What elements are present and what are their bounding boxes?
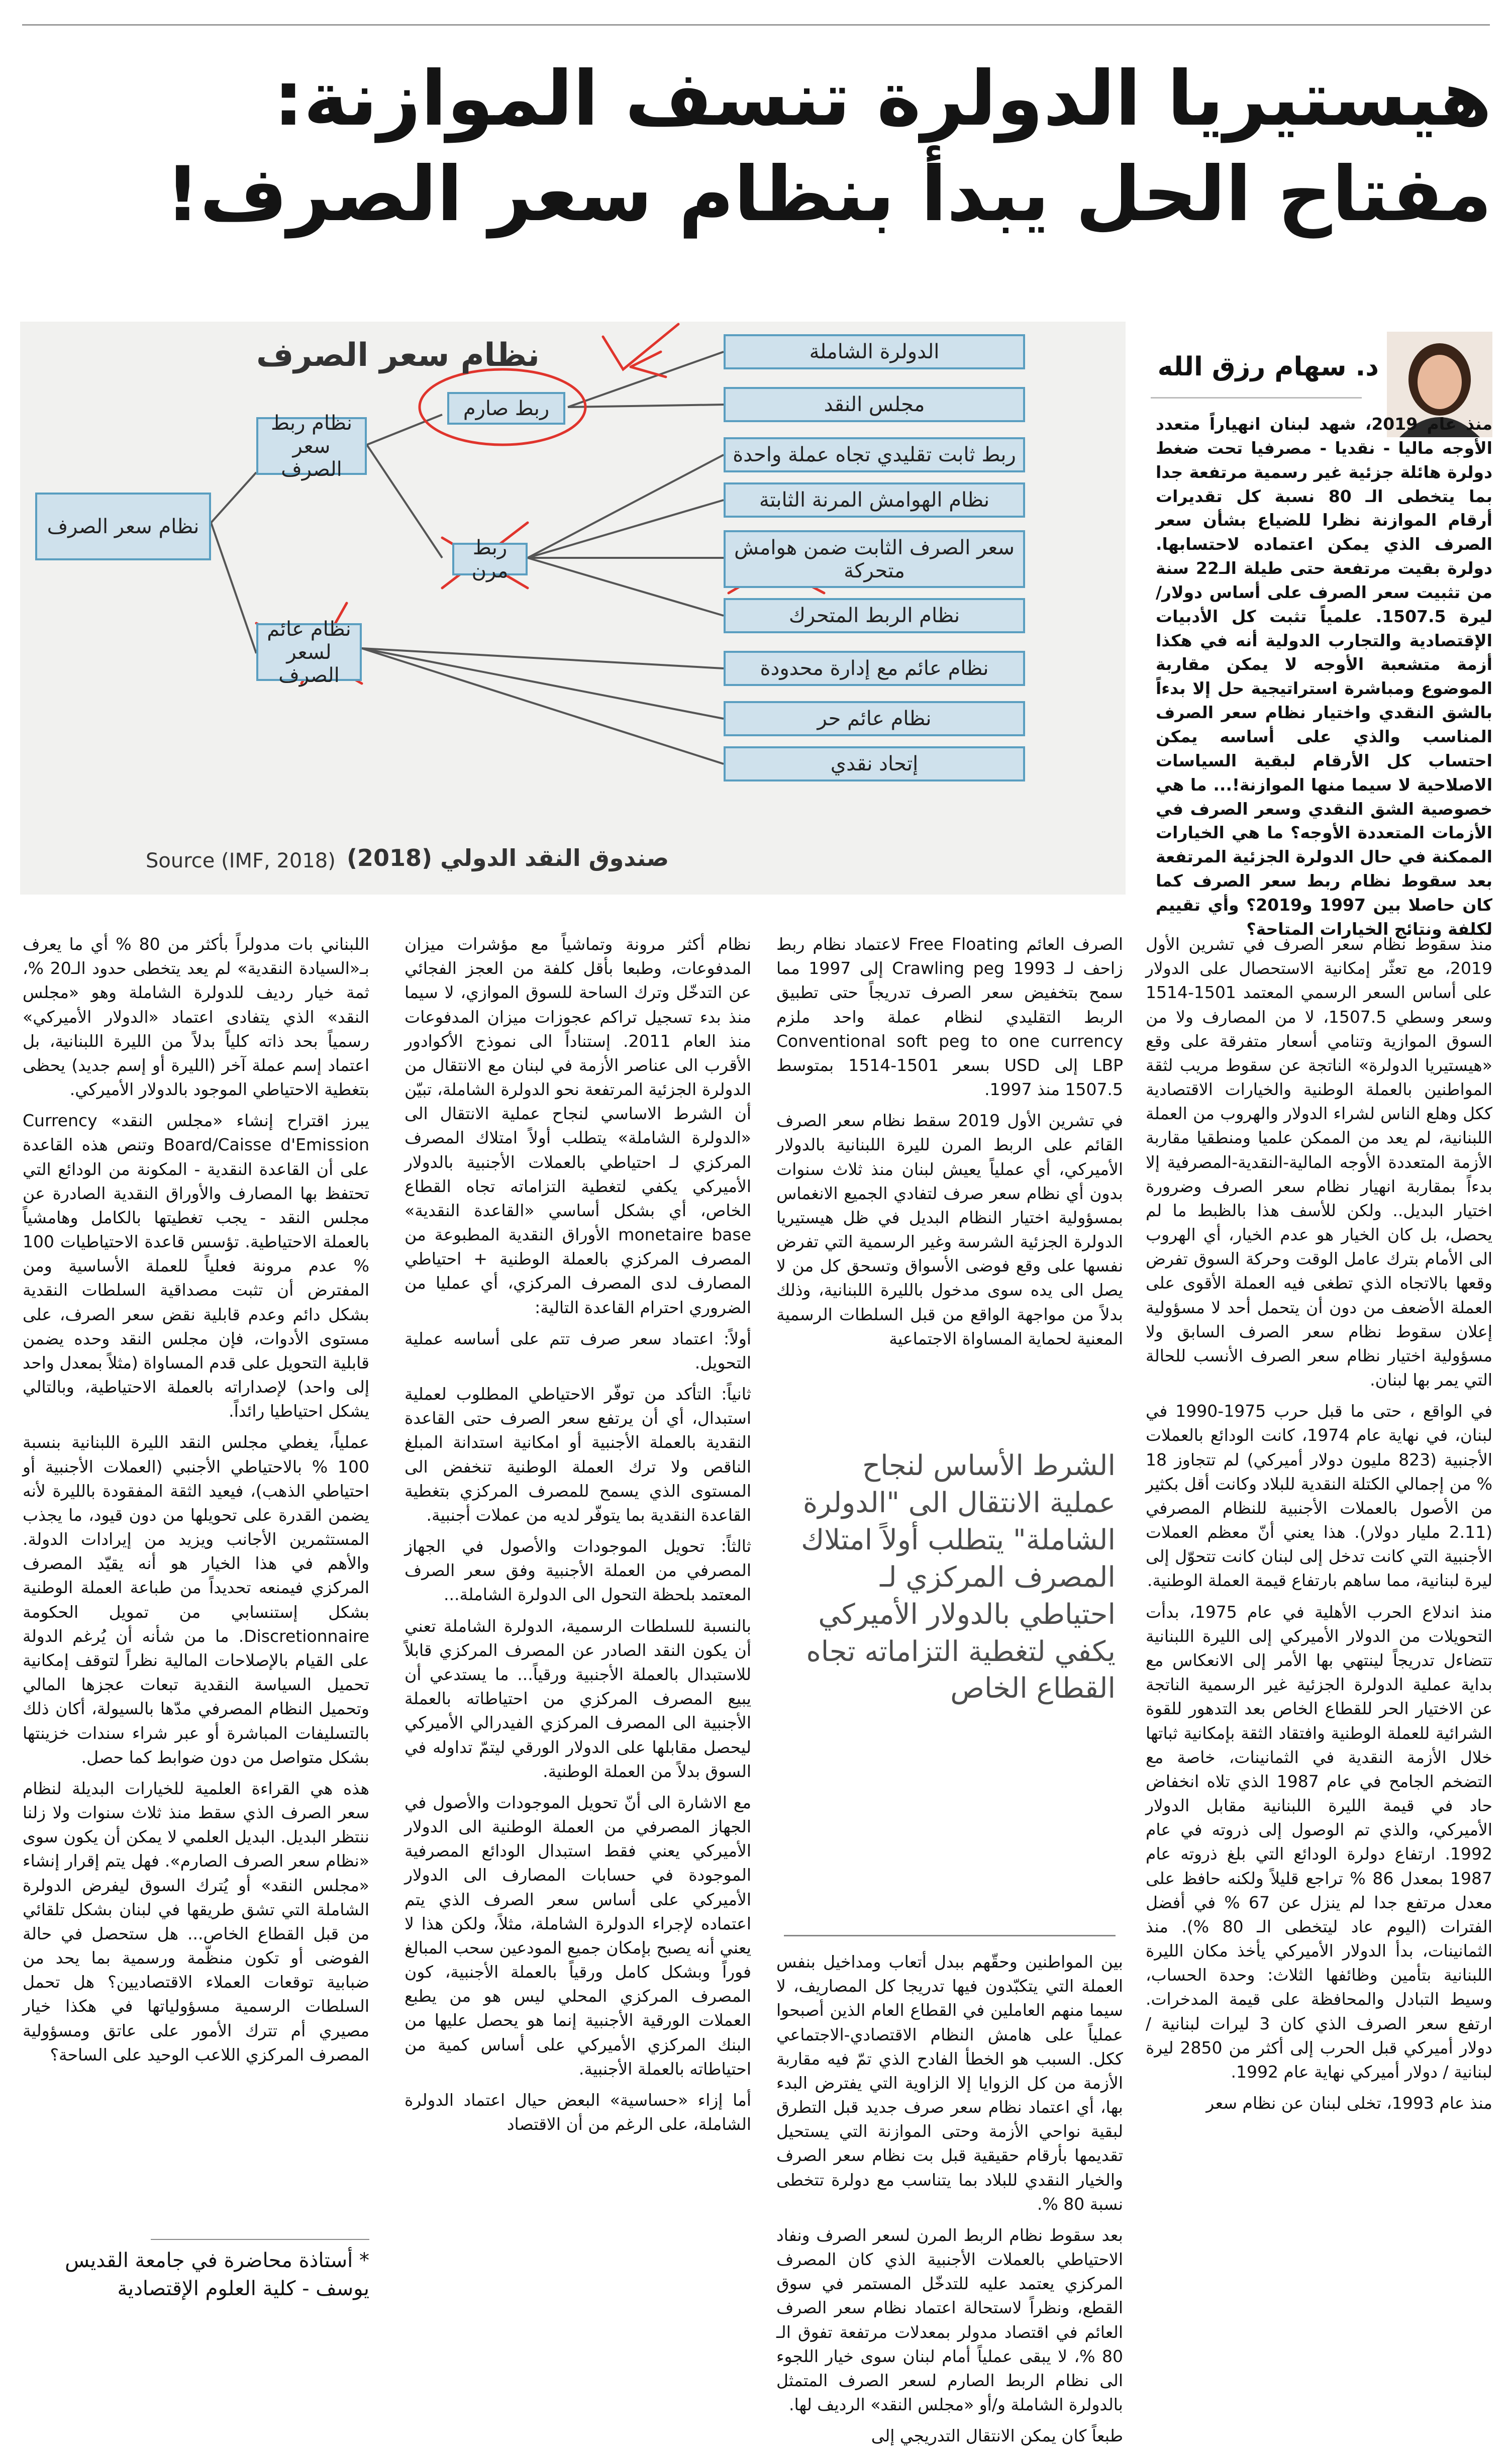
- paragraph: بعد سقوط نظام الربط المرن لسعر الصرف ونفاد الاحتياطي بالعملات الأجنبية الذي كان المصرف المركزي يعتمد عليه للتدخّل المستمر في سوق القطع، ونظراً لاستحالة اعتماد نظام سعر الصرف العائم في اقتصاد مدولر بمعدلات مرتفعة تفوق الـ 80 %، لا يبقى عملياً أمام لبنان سوى خيار اللجوء الى نظام الربط الصارم لسعر الصرف المتمثل بالدولرة الشاملة و/أو «مجلس النقد» الرديف لها.: [776, 2225, 1123, 2415]
- paragraph: طبعاً كان يمكن الانتقال التدريجي إلى: [871, 2426, 1123, 2446]
- node-float-regime: نظام عائم لسعر الصرف: [256, 623, 362, 681]
- node-hard-peg: ربط صارم: [447, 392, 565, 425]
- paragraph: نظام أكثر مرونة وتماشياً مع مؤشرات ميزان المدفوعات، وطبعا بأقل كلفة من العجز الفجائي عن التدخّل وترك الساحة للسوق الموازي، لا سيما منذ بدء تسجيل تراكم عجوزات ميزان المدفوعات منذ العام 2011. إستناداً الى نموذج الأكوادور الأقرب الى عناصر الأزمة في لبنان مع الانتقال من الدولرة الجزئية المرتفعة نحو الدولرة الشاملة، تبيّن أن الشرط الاساسي لنجاح عملية الانتقال الى «الدولرة الشاملة» يتطلب أولاً امتلاك المصرف المركزي لـ احتياطي بالعملات الأجنبية بالدولار الأميركي يكفي لتغطية التزاماته تجاه القطاع الخاص، أي بشكل أساسي «القاعدة النقدية» monetaire base الأوراق النقدية المطبوعة من المصرف المركزي بالعملة الوطنية + احتياطي المصارف لدى المصرف المركزي، أي عمليا من الضروري احترام القاعدة التالية:: [405, 934, 751, 1317]
- top-rule: [22, 24, 1490, 26]
- paragraph: منذ سقوط نظام سعر الصرف في تشرين الأول 2019، مع تعثّر إمكانية الاستحصال على الدولار على أساس السعر الرسمي المعتمد 1501-1514 وسعر وسطي 1507.5، لا من المصارف ولا من السوق الموازية وتنامي أسعار متفرقة على وقع «هيستيريا الدولرة» الناتجة عن سقوط مريب لثقة المواطنين بالعملة الوطنية والخيارات الاقتصادية ككل وهلع الناس لشراء الدولار والهروب من العملة اللبنانية، لم يعد من الممكن علميا ومنطقيا مقاربة الأزمة المتعددة الأوجه المالية-النقدية-المصرفية إلا بدءاً بمقاربة انهيار نظام سعر الصرف وضرورة اختيار البديل.. ولكن للأسف هذا بالظبط ما لم يحصل، بل كان الخيار هو عدم الخيار، أي الهروب الى الأمام بترك عامل الوقت وحركة السوق تفرض وقعها بالاتجاه الذي تطغى فيه العملة الأقوى على العملة الأضعف من دون أن يتحمل أحد لا مسؤولية إعلان سقوط نظام سعر الصرف السابق ولا مسؤولية اختيار نظام سعر الصرف الأنسب للحالة التي يمر بها لبنان.: [1146, 934, 1492, 1390]
- author-rule: [1151, 397, 1362, 399]
- node-root: نظام سعر الصرف: [35, 493, 211, 560]
- leaf-3: ربط ثابت تقليدي تجاه عملة واحدة: [724, 437, 1025, 472]
- author-footnote: * أستاذة محاضرة في جامعة القديس يوسف - كلية العلوم الإقتصادية: [65, 2249, 369, 2300]
- pull-quote-rule: [784, 1935, 1116, 1936]
- connector-hard-leaf2: [568, 405, 724, 407]
- connector-root-fixed: [211, 472, 256, 523]
- author-name: د. سهام رزق الله: [1157, 352, 1379, 382]
- paragraph: أما إزاء «حساسية» البعض حيال اعتماد الدولرة الشاملة، على الرغم من أن الاقتصاد: [405, 2090, 751, 2134]
- leaf-2: مجلس النقد: [724, 387, 1025, 422]
- paragraph: الصرف العائم Free Floating لاعتماد نظام ربط زاحف لـ Crawling peg 1993 إلى 1997 مما سمح بتخفيض سعر الصرف تدريجاً حتى تطبيق الربط التقليدي لنظام عملة واحد ملزم Conventional soft peg to one currency LBP إلى USD بسعر 1501-1514 بمتوسط 1507.5 منذ 1997.: [776, 934, 1123, 1100]
- paragraph: عملياً، يغطي مجلس النقد الليرة اللبنانية بنسبة 100 % بالاحتياطي الأجنبي (العملات الأجنبية أو احتياطي الذهب)، فيعيد الثقة المفقودة بالليرة لأنه يضمن القدرة على تحويلها من دون قيود، ما يجذب المستثمرين الأجانب ويزيد من إيرادات الدولة. والأهم في هذا الخيار هو أنه يقيّد المصرف المركزي فيمنعه تحديداً من طباعة العملة الوطنية بشكل إستنسابي من تمويل الحكومة Discretionnaire. ما من شأنه أن يُرغم الدولة على القيام بالإصلاحات المالية نظراً لتوقف إمكانية تحميل السياسة النقدية تبعات عجزها المالي وتحميل النظام المصرفي مدّها بالسيولة، أكان ذلك بالتسليفات المباشرة أو عبر شراء سندات خزينتها بشكل متواصل من دون ضوابط كما حصل.: [23, 1432, 369, 1767]
- leaf-5: سعر الصرف الثابت ضمن هوامش متحركة: [724, 530, 1025, 588]
- figure-title: نظام سعر الصرف: [256, 337, 540, 374]
- intro-paragraph: منذ عام 2019، شهد لبنان انهياراً متعدد الأوجه ماليا - نقديا - مصرفيا تحت ضغط دولرة هائلة جزئية غير رسمية مرتفعة جدا بما يتخطى الـ 80 نسبة كل تقديرات أرقام الموازنة نظرا للضياع بشأن سعر الصرف الذي يمكن اعتماده لاحتسابها. دولرة بقيت مرتفعة حتى طيلة الـ22 سنة من تثبيت سعر الصرف على أساس دولار/ليرة 1507.5. علمياً تثبت كل الأدبيات الإقتصادية والتجارب الدولية أنه في هكذا أزمة متشعبة الأوجه لا يمكن مقاربة الموضوع ومباشرة استراتيجية حل إلا بدءاً بالشق النقدي واختيار نظام سعر الصرف المناسب والذي على أساسه يمكن احتساب كل الأرقام لبقية السياسات الاصلاحية لا سيما منها الموازنة!... ما هي خصوصية الشق النقدي وسعر الصرف في الأزمات المتعددة الأوجه؟ ما هي الخيارات الممكنة في حال الدولرة الجزئية المرتفعة بعد سقوط نظام ربط سعر الصرف كما كان حاصلا بين 1997 و2019؟ وأي تقييم لكلفة ونتائج الخيارات المتاحة؟: [1156, 414, 1492, 939]
- leaf-6: نظام الربط المتحرك: [724, 598, 1025, 633]
- paragraph: يبرز اقتراح إنشاء «مجلس النقد» Currency Board/Caisse d'Emission وتنص هذه القاعدة على أن القاعدة النقدية - المكونة من الودائع التي تحتفظ بها المصارف والأوراق النقدية الصادرة عن مجلس النقد - يجب تغطيتها بالكامل وهامشياً بالعملة الاحتياطية. تؤسس قاعدة الاحتياطيات 100 % عدم مرونة فعلياً للعملة الأساسية ومن المفترض أن تثبت مصداقية السلطات النقدية بشكل دائم وعدم قابلية نقض سعر الصرف، على مستوى الأدوات، فإن مجلس النقد وحده يضمن قابلية التحويل على قدم المساواة (مثلاً بمعدل واحد إلى واحد) لإصداراته بالعملة الاحتياطية، وبالتالي يشكل احتياطيا رائداً.: [23, 1111, 370, 1421]
- paragraph: اللبناني بات مدولراً بأكثر من 80 % أي ما يعرف بـ«السيادة النقدية» لم يعد يتخطى حدود الـ20 %، ثمة خيار رديف للدولرة الشاملة وهو «مجلس النقد» الذي يتفادى اعتماد «الدولار الأميركي» رسمياً بحد ذاته كلياً بدلاً من الليرة اللبنانية، بل اعتماد إسم عملة آخر (الليرة أو إسم جديد) يحظى بتغطية الاحتياطي الموجود بالدولار الأميركي.: [23, 934, 369, 1100]
- leaf-7: نظام عائم مع إدارة محدودة: [724, 651, 1025, 686]
- article-column-4: [23, 932, 369, 2229]
- article-column-2-bottom: [776, 1950, 1123, 2446]
- leaf-9: إتحاد نقدي: [724, 746, 1025, 781]
- connector-fixed-soft: [367, 445, 442, 558]
- paragraph: مع الاشارة الى أنّ تحويل الموجودات والأصول في الجهاز المصرفي من العملة الوطنية الى الدولار الأميركي يعني فقط استبدال الودائع المصرفية الموجودة في حسابات المصارف الى الدولار الأميركي على أساس سعر الصرف الذي يتم اعتماده لإجراء الدولرة الشاملة، مثلاً، ولكن هذا لا يعني أنه يصبح بإمكان جميع المودعين سحب المبالغ فوراً وبشكل كامل ورقياً بالعملة الأجنبية، كون المصرف المركزي المحلي ليس هو من يطبع العملات الورقية الأجنبية إنما هو يحصل عليها من البنك المركزي الأميركي على أساس كمية من احتياطاته بالعملة الأجنبية.: [405, 1792, 751, 2079]
- headline-line-2: مفتاح الحل يبدأ بنظام سعر الصرف!: [165, 151, 1492, 238]
- article-column-1: [1146, 932, 1492, 2309]
- connector-root-float: [211, 523, 256, 653]
- footnote-rule: [151, 2239, 369, 2240]
- node-soft-peg: ربط مرن: [452, 543, 528, 575]
- connector-soft-leaf4: [528, 500, 724, 558]
- connector-soft-leaf6: [528, 558, 724, 616]
- exchange-rate-regime-figure: [20, 322, 1126, 895]
- paragraph: ثالثاً: تحويل الموجودات والأصول في الجهاز المصرفي من العملة الأجنبية وفق سعر الصرف المعتمد بلحظة التحول الى الدولرة الشاملة...: [405, 1536, 751, 1605]
- paragraph: بين المواطنين وحقّهم ببدل أتعاب ومداخيل بنفس العملة التي يتكبّدون فيها تدريجا كل المصاريف، لا سيما منهم العاملين في القطاع العام الذين أصبحوا عملياً على هامش النظام الاقتصادي-الاجتماعي ككل. السبب هو الخطأ الفادح الذي تمّ فيه مقاربة الأزمة من كل الزوايا إلا الزاوية التي يفترض البدء بها، أي اعتماد نظام سعر صرف جديد قبل التطرق لبقية نواحي الأزمة وحتى الموازنة التي يستحيل تقديمها بأرقام حقيقية قبل بت نظام سعر الصرف والخيار النقدي للبلاد بما يتناسب مع دولرة تتخطى نسبة 80 %.: [776, 1952, 1123, 2214]
- paragraph: ثانياً: التأكد من توفّر الاحتياطي المطلوب لعملية استبدال، أي أن يرتفع سعر الصرف حتى القاعدة النقدية بالعملة الأجنبية أو امكانية استدانة المبلغ الناقص ولا ترك العملة الوطنية تنخفض الى المستوى الذي يسمح للمصرف المركزي بتغطية القاعدة النقدية بما يتوفّر لديه من عملات أجنبية.: [405, 1384, 751, 1525]
- leaf-4: نظام الهوامش المرنة الثابتة: [724, 482, 1025, 518]
- paragraph: في الواقع ، حتى ما قبل حرب 1975-1990 في لبنان، في نهاية عام 1974، كانت الودائع بالعملات الأجنبية (823 مليون دولار أميركي) لم تتجاوز 18 % من إجمالي الكتلة النقدية للبلاد وكانت أقل بكثير من الأصول بالعملات الأجنبية للنظام المصرفي (2.11 مليار دولار). هذا يعني أنّ معظم العملات الأجنبية التي كانت تدخل إلى لبنان كانت تتحوّل إلى ليرة لبنانية، مما ساهم بارتفاع قيمة العملة الوطنية.: [1146, 1401, 1493, 1591]
- node-fixed-regime: نظام ربط سعر الصرف: [256, 417, 367, 475]
- figure-caption: صندوق النقد الدولي (2018): [347, 844, 669, 871]
- paragraph: منذ اندلاع الحرب الأهلية في عام 1975، بدأت التحويلات من الدولار الأميركي إلى الليرة اللبنانية تتضاءل تدريجاً لينتهي بها الأمر إلى الانعكاس مع بداية عملية الدولرة الجزئية غير الرسمية الناتجة عن الاختيار الحر للقطاع الخاص بعد التدهور للقوة الشرائية للعملة الوطنية وافتقاد الثقة بإمكانية ثباتها خلال الأزمة النقدية في الثمانينات، خاصة مع التضخم الجامح في عام 1987 الذي تلاه انخفاض حاد في قيمة الليرة اللبنانية مقابل الدولار الأميركي، والذي تم الوصول إلى ذروته في عام 1992. ارتفاع دولرة الودائع التي بلغ ذروته عام 1987 بمعدل 86 % تراجع قليلاً ولكنه حافظ على معدل مرتفع جدا لم ينزل عن 67 % في أفضل الفترات (اليوم عاد ليتخطى الـ 80 %). منذ الثمانينات، بدأ الدولار الأميركي يأخذ مكان الليرة اللبنانية بتأمين وظائفها الثلاث: وحدة الحساب، وسيط التبادل والمحافظة على قيمة المدخرات. ارتفع سعر الصرف الذي كان 3 ليرات لبنانية / دولار أميركي قبل الحرب إلى أكثر من 2850 ليرة لبنانية / دولار أميركي نهاية عام 1992.: [1146, 1602, 1493, 2082]
- pull-quote: الشرط الأساس لنجاح عملية الانتقال الى "الدولرة الشاملة" يتطلب أولاً امتلاك المصرف المركزي لـ احتياطي بالدولار الأميركي يكفي لتغطية التزاماته تجاه القطاع الخاص: [801, 1449, 1116, 1705]
- paragraph: بالنسبة للسلطات الرسمية، الدولرة الشاملة تعني أن يكون النقد الصادر عن المصرف المركزي قابلاً للاستبدال بالعملة الأجنبية ورقياً... ما يستدعي أن يبيع المصرف المركزي من احتياطاته بالعملة الأجنبية الى المصرف المركزي الفيدرالي الأميركي ليحصل مقابلها على الدولار الورقي ليتمّ تداوله في السوق بدلاً من العملة الوطنية.: [405, 1616, 751, 1781]
- article-column-2: [776, 932, 1123, 1415]
- leaf-8: نظام عائم حر: [724, 701, 1025, 736]
- paragraph: أولاً: اعتماد سعر صرف تتم على أساسه عملية التحويل.: [405, 1328, 751, 1373]
- connector-soft-leaf3: [528, 455, 724, 558]
- paragraph: هذه هي القراءة العلمية للخيارات البديلة لنظام سعر الصرف الذي سقط منذ ثلاث سنوات ولا زلنا ننتظر البديل. البديل العلمي لا يمكن أن يكون سوى «نظام سعر الصرف الصارم». فهل يتم إقرار إنشاء «مجلس النقد» أو يُترك السوق ليفرض الدولرة الشاملة التي تشق طريقها في لبنان بشكل تلقائي من قبل القطاع الخاص... هل ستحصل في حالة الفوضى أو تكون منظّمة ورسمية بما يحد من ضبابية توقعات العملاء الاقتصاديين؟ هل تحمل السلطات الرسمية مسؤولياتها في هكذا خيار مصيري أم تترك الأمور على عاتق ومسؤولية المصرف المركزي اللاعب الوحيد على الساحة؟: [23, 1778, 369, 2065]
- paragraph: منذ عام 1993، تخلى لبنان عن نظام سعر: [1206, 2093, 1492, 2113]
- headline-line-1: هيستيريا الدولرة تنسف الموازنة:: [273, 55, 1492, 143]
- connector-fixed-hard: [367, 415, 442, 445]
- paragraph: في تشرين الأول 2019 سقط نظام سعر الصرف القائم على الربط المرن لليرة اللبنانية بالدولار الأميركي، أي عملياً يعيش لبنان منذ ثلاث سنوات بدون أي نظام سعر صرف لتفادي الجميع الانغماس بمسؤولية اختيار النظام البديل في ظل هيستيريا الدولرة الجزئية الشرسة وغير الرسمية التي تفرض نفسها على وقع فوضى الأسواق وتسحق كل من لا يصل الى يده سوى مدخول بالليرة اللبنانية، وذلك بدلاً من مواجهة الواقع من قبل السلطات الرسمية المعنية لحماية المساواة الاجتماعية: [776, 1111, 1123, 1348]
- article-column-3: [405, 932, 751, 2309]
- leaf-1: الدولرة الشاملة: [724, 334, 1025, 369]
- figure-source: Source (IMF, 2018): [146, 849, 336, 872]
